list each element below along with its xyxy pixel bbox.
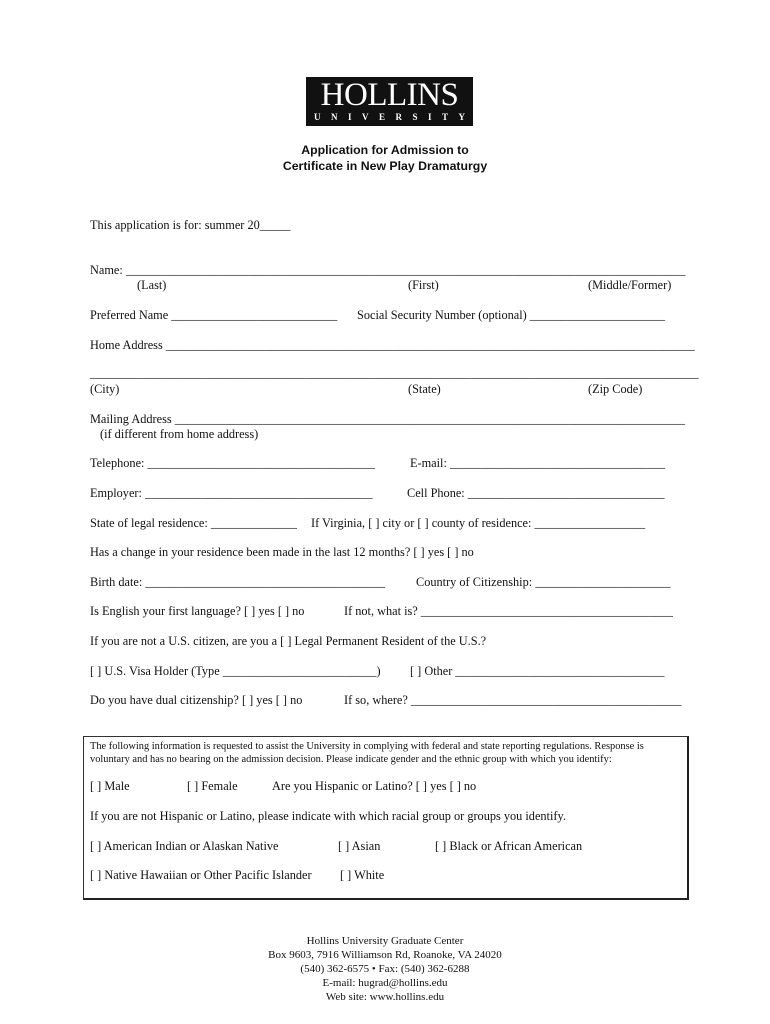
form-title-line-1: Application for Admission to	[301, 143, 469, 157]
white-checkbox[interactable]: [ ] White	[340, 868, 385, 882]
first-language-field[interactable]: If not, what is? _________________________________________	[344, 604, 673, 618]
logo-name: HOLLINS	[320, 77, 459, 113]
footer-institution: Hollins University Graduate Center	[306, 935, 464, 947]
country-of-citizenship-field[interactable]: Country of Citizenship: ______________________	[416, 575, 671, 589]
virginia-residence-field[interactable]: If Virginia, [ ] city or [ ] county of residence: __________________	[311, 516, 646, 530]
english-first-language-question[interactable]: Is English your first language? [ ] yes [ ] no	[90, 604, 305, 618]
home-address-line-2[interactable]: ___________________________________________________________________________________________________	[90, 366, 699, 380]
preferred-name-field[interactable]: Preferred Name ___________________________	[90, 308, 338, 322]
permanent-resident-question[interactable]: If you are not a U.S. citizen, are you a [ ] Legal Permanent Resident of the U.S.?	[90, 634, 487, 648]
mailing-address-note: (if different from home address)	[100, 427, 259, 441]
footer-phone: (540) 362-6575 • Fax: (540) 362-6288	[300, 963, 470, 975]
racial-group-instruction: If you are not Hispanic or Latino, please indicate with which racial group or groups you identify.	[90, 809, 566, 823]
hollins-university-logo	[306, 77, 476, 126]
mailing-address-field[interactable]: Mailing Address ___________________________________________________________________________________	[90, 412, 686, 426]
application-term-field[interactable]: This application is for: summer 20_____	[90, 218, 291, 232]
legal-residence-field[interactable]: State of legal residence: ______________	[90, 516, 297, 530]
visa-holder-field[interactable]: [ ] U.S. Visa Holder (Type _________________________)	[90, 664, 381, 678]
zip-label: (Zip Code)	[588, 382, 643, 396]
ssn-field[interactable]: Social Security Number (optional) ______________________	[357, 308, 666, 322]
home-address-field[interactable]: Home Address ______________________________________________________________________________________	[90, 338, 695, 352]
dual-citizenship-question[interactable]: Do you have dual citizenship? [ ] yes [ ] no	[90, 693, 303, 707]
asian-checkbox[interactable]: [ ] Asian	[338, 839, 381, 853]
email-field[interactable]: E-mail: ___________________________________	[410, 456, 666, 470]
gender-male-checkbox[interactable]: [ ] Male	[90, 779, 130, 793]
birth-date-field[interactable]: Birth date: _______________________________________	[90, 575, 386, 589]
form-title-line-2: Certificate in New Play Dramaturgy	[282, 159, 488, 173]
american-indian-checkbox[interactable]: [ ] American Indian or Alaskan Native	[90, 839, 279, 853]
cell-phone-field[interactable]: Cell Phone: ________________________________	[407, 486, 665, 500]
name-field[interactable]: Name: ___________________________________________________________________________________________	[90, 263, 686, 277]
dual-citizenship-where-field[interactable]: If so, where? ____________________________________________	[344, 693, 682, 707]
city-label: (City)	[90, 382, 120, 396]
telephone-field[interactable]: Telephone: _____________________________________	[90, 456, 376, 470]
other-status-field[interactable]: [ ] Other __________________________________	[410, 664, 665, 678]
black-checkbox[interactable]: [ ] Black or African American	[435, 839, 583, 853]
name-last-label: (Last)	[137, 278, 167, 292]
name-first-label: (First)	[408, 278, 439, 292]
hispanic-question[interactable]: Are you Hispanic or Latino? [ ] yes [ ] no	[272, 779, 477, 793]
state-label: (State)	[408, 382, 441, 396]
gender-female-checkbox[interactable]: [ ] Female	[187, 779, 238, 793]
residence-change-question[interactable]: Has a change in your residence been made in the last 12 months? [ ] yes [ ] no	[90, 545, 474, 559]
demographics-intro: The following information is requested to assist the University in complying with federal and state reporting regulations. Response is voluntary and has no bearing on the admission decision. Please indicate gender and the ethnic group with which you identify:	[90, 741, 644, 765]
footer-email: E-mail: hugrad@hollins.edu	[322, 977, 448, 989]
logo-sub: UNIVERSITY	[314, 112, 476, 122]
name-middle-label: (Middle/Former)	[588, 278, 672, 292]
footer-website: Web site: www.hollins.edu	[325, 991, 445, 1003]
native-hawaiian-checkbox[interactable]: [ ] Native Hawaiian or Other Pacific Islander	[90, 868, 312, 882]
footer-address: Box 9603, 7916 Williamson Rd, Roanoke, VA 24020	[268, 949, 502, 961]
employer-field[interactable]: Employer: _____________________________________	[90, 486, 373, 500]
